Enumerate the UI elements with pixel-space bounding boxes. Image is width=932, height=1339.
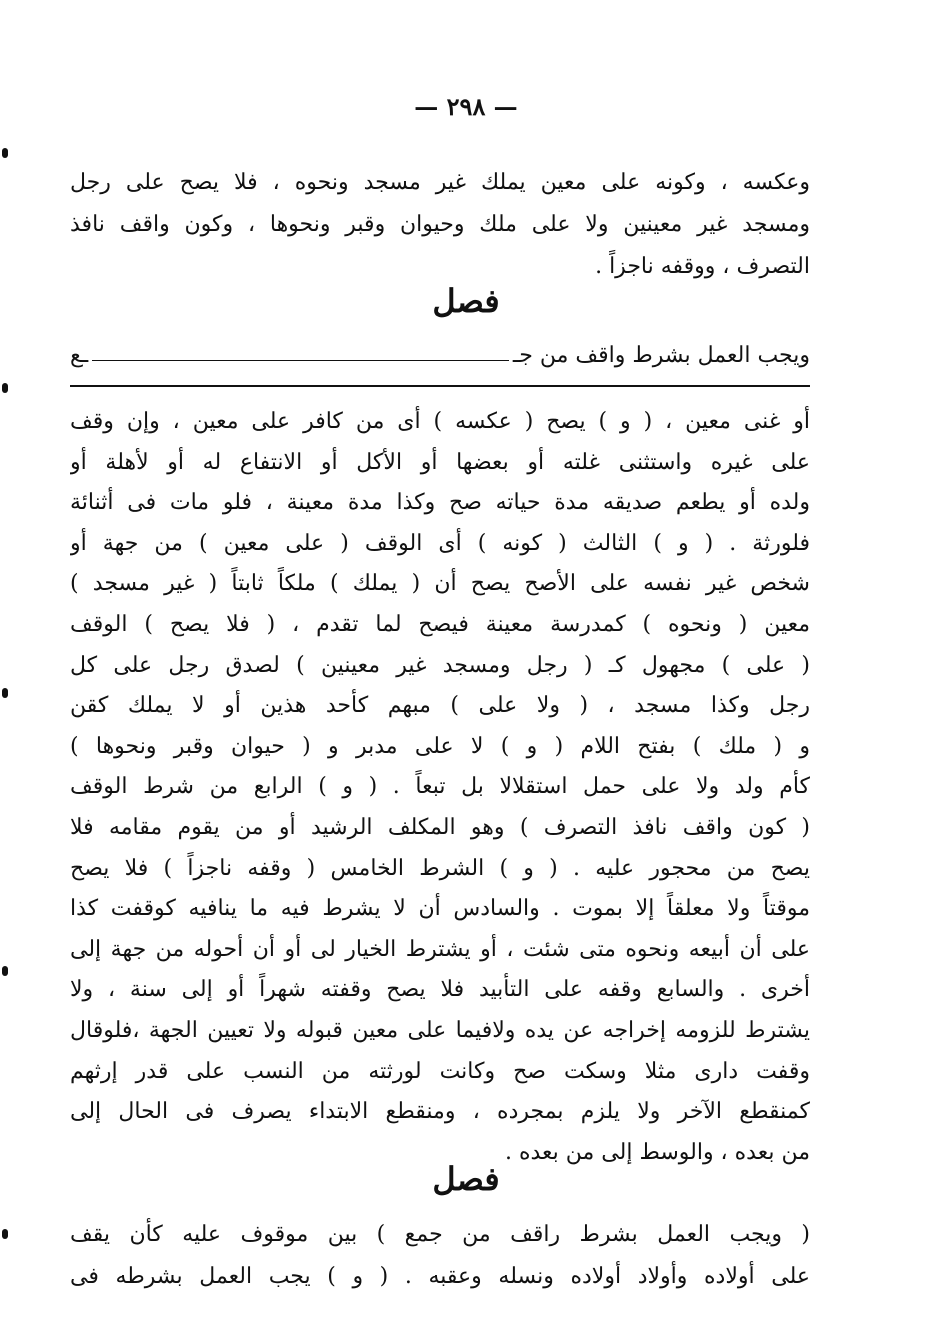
commentary-line: رجل وكذا مسجد ، ( ولا على ) مبهم كأحد هذين أو لا يملك كقن <box>70 693 810 719</box>
commentary-line: كأم ولد ولا على حمل استقلالا بل تبعاً . ( و ) الرابع من شرط الوقف <box>70 774 810 800</box>
scan-mark <box>2 383 8 393</box>
section-heading: فصل <box>432 1160 500 1198</box>
commentary-line: يشترط للزومه إخراجه عن يده ولافيما على معين قبوله ولا تعيين الجهة ،فلوقال <box>70 1017 810 1043</box>
commentary-line: شخص غير نفسه على الأصح يصح أن ( يملك ) ملكاً ثابتاً ( غير مسجد ) <box>70 571 810 597</box>
scan-mark <box>2 1229 8 1239</box>
scan-mark <box>2 688 8 698</box>
commentary-block <box>70 402 810 1173</box>
commentary-line: ولده أو يطعم صديقه مدة حياته صح وكذا مدة معينة ، فلو مات فى أثنائة <box>70 490 810 516</box>
commentary-line: موقتاً ولا معلقاً إلا بموت . والسادس أن لا يشرط فيه ما ينافيه كوقفت كذا <box>70 896 810 922</box>
commentary-line: ( ويجب العمل بشرط راقف من جمع ) بين موقوف عليه كأن يقف <box>70 1222 810 1247</box>
commentary-line: و ( ملك ) بفتح اللام ( و ) لا على مدبر و ( حيوان وقبر ونحوها ) <box>70 733 810 759</box>
commentary-line: معين ( ونحوه ) كمدرسة معينة فيصح لما تقدم ، ( فلا يصح ) الوقف <box>70 611 810 637</box>
matn-line: التصرف ، ووقفه ناجزاً . <box>595 254 810 279</box>
commentary-line: أو غنى معين ، ( و ) يصح ( عكسه ) أى من كافر على معين ، وإن وقف <box>70 409 810 434</box>
commentary-line: ( كون واقف نافذ التصرف ) وهو المكلف الرشيد أو من يقوم مقامه فلا <box>70 814 810 840</box>
matn-line: وعكسه ، وكونه على معين يملك غير مسجد ونحوه ، فلا يصح على رجل <box>70 170 810 195</box>
commentary-line: على أولاده وأولاد أولاده ونسله وعقبه . ( و ) يجب العمل بشرطه فى <box>70 1264 810 1289</box>
commentary-line: وقفت دارى مثلا وسكت صح وكانت لورثته من النسب على قدر إرثهم <box>70 1058 810 1084</box>
commentary-bottom-block <box>70 1214 810 1298</box>
commentary-line: يصح من محجور عليه . ( و ) الشرط الخامس ( وقفه ناجزاً ) فلا يصح <box>70 855 810 881</box>
section-divider <box>70 385 810 387</box>
matn-partial-tail: ـع <box>70 343 89 368</box>
commentary-line: على غيره واستثنى غلته أو بعضها أو الأكل أو الانتفاع له أو لأهلة أو <box>70 449 810 475</box>
section-heading: فصل <box>432 282 500 320</box>
matn-line: ومسجد غير معينين ولا على ملك وحيوان وقبر ونحوها ، وكون واقف نافذ <box>70 212 810 237</box>
page-number: — ٢٩٨ — <box>414 92 518 121</box>
commentary-line: ( على ) مجهول كـ ( رجل ومسجد غير معينين ) لصدق رجل على كل <box>70 652 810 678</box>
commentary-line: فلورثة . ( و ) الثالث ( كونه ) أى الوقف ( على معين ) من جهة أو <box>70 530 810 556</box>
commentary-line: على أن أبيعه ونحوه متى شئت ، أو يشترط الخيار لى أو أن أحوله من جهة إلى <box>70 936 810 962</box>
commentary-line: كمنقطع الآخر ولا يلزم بمجرده ، ومنقطع الابتداء يصرف فى الحال إلى <box>70 1099 810 1125</box>
scan-mark <box>2 148 8 158</box>
matn-partial-text: ويجب العمل بشرط واقف من جـ <box>512 343 810 368</box>
continuation-dash <box>92 360 509 361</box>
scan-mark <box>2 966 8 976</box>
commentary-line: أخرى . والسابع وقفه على التأبيد فلا يصح وقفته شهراً أو إلى سنة ، ولا <box>70 977 810 1003</box>
matn-partial-line <box>70 336 810 376</box>
matn-top-block <box>70 162 810 288</box>
commentary-line: من بعده ، والوسط إلى من بعده . <box>504 1139 810 1165</box>
